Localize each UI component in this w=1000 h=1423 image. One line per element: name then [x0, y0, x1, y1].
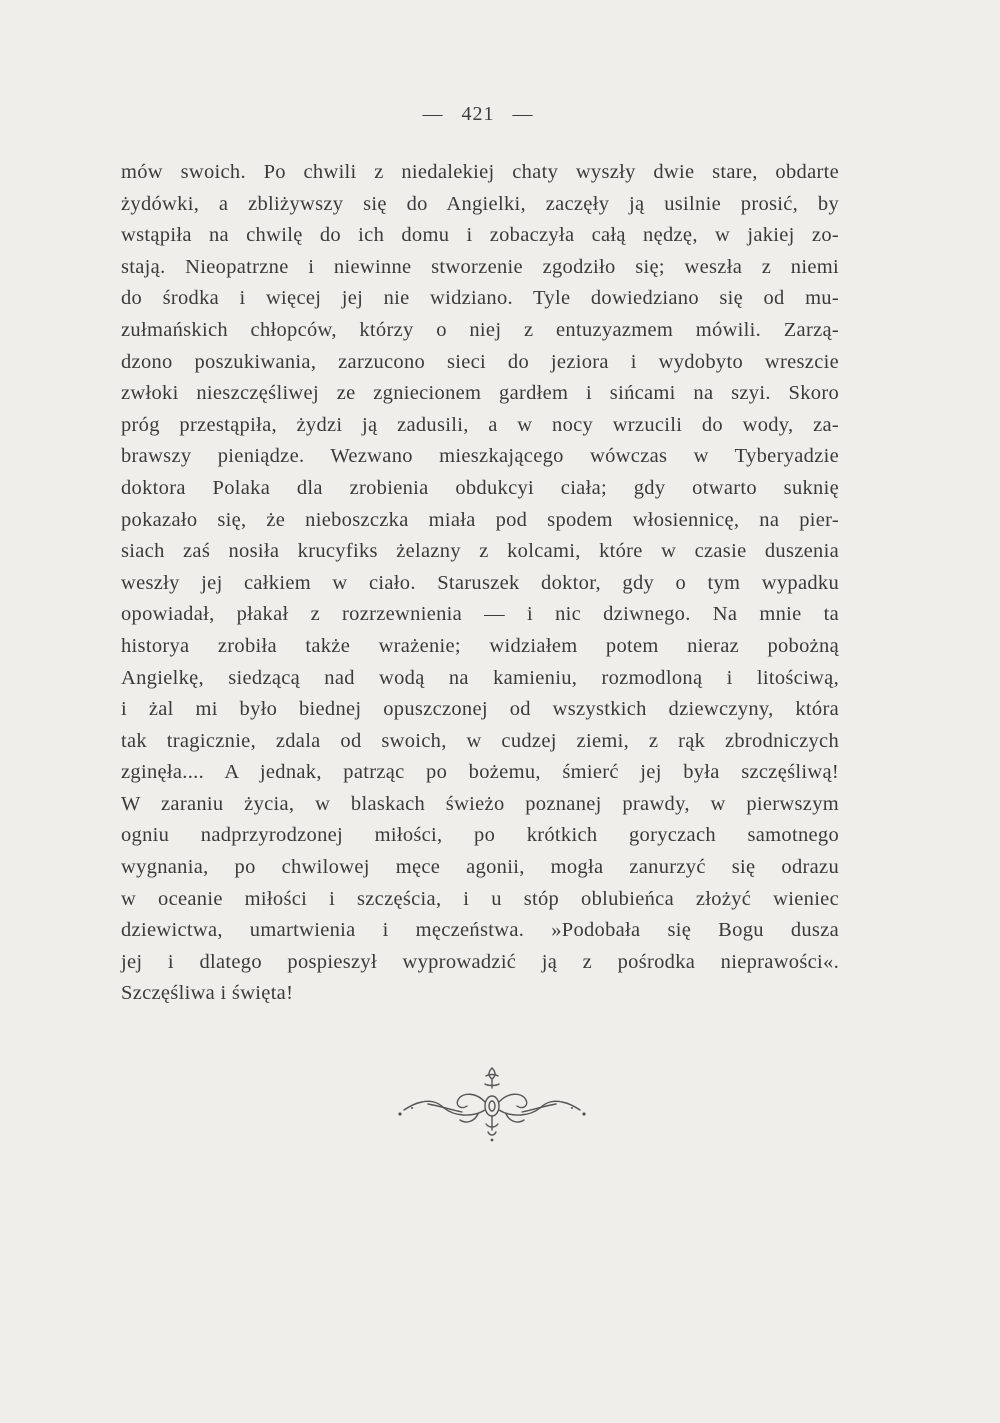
text-line: zginęła.... A jednak, patrząc po bożemu, śmierć jej była szczęśliwą! — [121, 761, 839, 784]
text-line: i żal mi było biednej opuszczonej od wszystkich dziewczyny, która — [121, 698, 839, 721]
text-line: ogniu nadprzyrodzonej miłości, po krótkich goryczach samotnego — [121, 824, 839, 847]
text-line: w oceanie miłości i szczęścia, i u stóp oblubieńca złożyć wieniec — [121, 887, 839, 910]
text-line: weszły jej całkiem w ciało. Staruszek doktor, gdy o tym wypadku — [121, 571, 839, 594]
text-line: zułmańskich chłopców, którzy o niej z entuzyazmem mówili. Zarzą- — [121, 318, 839, 341]
page-number-header — [0, 103, 956, 126]
body-text — [121, 157, 839, 1010]
text-line: wygnania, po chwilowej męce agonii, mogła zanurzyć się odrazu — [121, 856, 839, 879]
text-line: doktora Polaka dla zrobienia obdukcyi ciała; gdy otwarto suknię — [121, 476, 839, 499]
page-number-dash-left: — — [422, 103, 444, 125]
text-line: żydówki, a zbliżywszy się do Angielki, zaczęły ją usilnie prosić, by — [121, 192, 839, 215]
text-line: pokazało się, że nieboszczka miała pod spodem włosiennicę, na pier- — [121, 508, 839, 531]
text-line: zwłoki nieszczęśliwej ze zgniecionem gardłem i sińcami na szyi. Skoro — [121, 382, 839, 405]
floral-vignette-icon — [392, 1062, 592, 1157]
text-line: siach zaś nosiła krucyfiks żelazny z kolcami, które w czasie duszenia — [121, 540, 839, 563]
text-line: mów swoich. Po chwili z niedalekiej chaty wyszły dwie stare, obdarte — [121, 161, 839, 183]
text-line: tak tragicznie, zdala od swoich, w cudzej ziemi, z rąk zbrodniczych — [121, 729, 839, 752]
text-line: W zaraniu życia, w blaskach świeżo poznanej prawdy, w pierwszym — [121, 792, 839, 815]
text-line: próg przestąpiła, żydzi ją zadusili, a w nocy wrzucili do wody, za- — [121, 413, 839, 436]
page-number-dash-right: — — [512, 103, 534, 125]
text-line: do środka i więcej jej nie widziano. Tyle dowiedziano się od mu- — [121, 287, 839, 310]
page-number: 421 — [461, 103, 495, 125]
text-line: dziewictwa, umartwienia i męczeństwa. »Podobała się Bogu dusza — [121, 919, 839, 942]
text-line: wstąpiła na chwilę do ich domu i zobaczyła całą nędzę, w jakiej zo- — [121, 224, 839, 247]
text-line: stają. Nieopatrzne i niewinne stworzenie zgodziło się; weszła z niemi — [121, 255, 839, 278]
text-line-last: Szczęśliwa i święta! — [121, 982, 294, 1005]
text-line: brawszy pieniądze. Wezwano mieszkającego wówczas w Tyberyadzie — [121, 445, 839, 468]
text-line: historya zrobiła także wrażenie; widziałem potem nieraz pobożną — [121, 634, 839, 657]
text-line: Angielkę, siedzącą nad wodą na kamieniu, rozmodloną i litościwą, — [121, 666, 839, 689]
text-line: dzono poszukiwania, zarzucono sieci do jeziora i wydobyto wreszcie — [121, 350, 839, 373]
text-line: jej i dlatego pospieszył wyprowadzić ją z pośrodka nieprawości«. — [121, 950, 839, 973]
text-line: opowiadał, płakał z rozrzewnienia — i nic dziwnego. Na mnie ta — [121, 603, 839, 626]
